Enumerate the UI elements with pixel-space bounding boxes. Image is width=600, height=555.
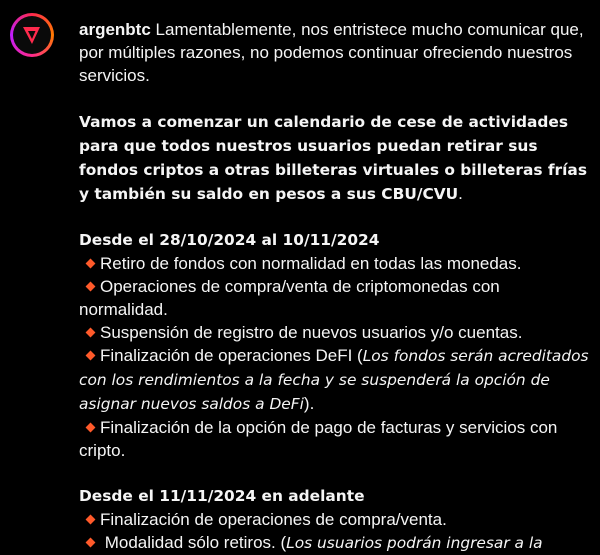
schedule-text: Vamos a comenzar un calendario de cese de actividades para que todos nuestros usuarios puedan retirar sus fondos criptos a otras billeteras virtuales o billeteras frías y también su saldo en pesos a sus CBU/CVU — [79, 113, 587, 203]
schedule-text-end: . — [458, 184, 463, 203]
list-item: Finalización de la opción de pago de facturas y servicios con cripto. — [79, 418, 558, 460]
section-title-1: Desde el 28/10/2024 al 10/11/2024 — [79, 231, 380, 249]
intro-text: Lamentablemente, nos entristece mucho comunicar que, por múltiples razones, no podemos continuar ofreciendo nuestros servicios. — [79, 20, 584, 85]
post-caption — [79, 18, 591, 555]
section-title-2: Desde el 11/11/2024 en adelante — [79, 487, 365, 505]
orange-diamond-icon — [86, 259, 96, 269]
username-link[interactable]: argenbtc — [79, 20, 151, 39]
list-item: Finalización de operaciones de compra/venta. — [79, 508, 591, 531]
orange-diamond-icon — [86, 423, 96, 433]
avatar[interactable] — [10, 13, 54, 57]
orange-diamond-icon — [86, 538, 96, 548]
list-item: Finalización de operaciones DeFI (Los fondos serán acreditados con los rendimientos a la fecha y se suspenderá la opción de asignar nuevos saldos a DeFi). — [79, 346, 589, 413]
list-item: Retiro de fondos con normalidad en todas las monedas. — [79, 252, 591, 275]
intro-paragraph — [79, 18, 591, 87]
orange-diamond-icon — [86, 515, 96, 525]
schedule-paragraph — [79, 110, 591, 206]
orange-diamond-icon — [86, 328, 96, 338]
orange-diamond-icon — [86, 282, 96, 292]
list-item: Operaciones de compra/venta de criptomonedas con normalidad. — [79, 277, 500, 319]
list-item: Modalidad sólo retiros. (Los usuarios podrán ingresar a la — [79, 531, 591, 555]
argenbtc-logo-icon — [13, 16, 51, 54]
orange-diamond-icon — [86, 351, 96, 361]
list-item: Suspensión de registro de nuevos usuarios y/o cuentas. — [79, 321, 591, 344]
